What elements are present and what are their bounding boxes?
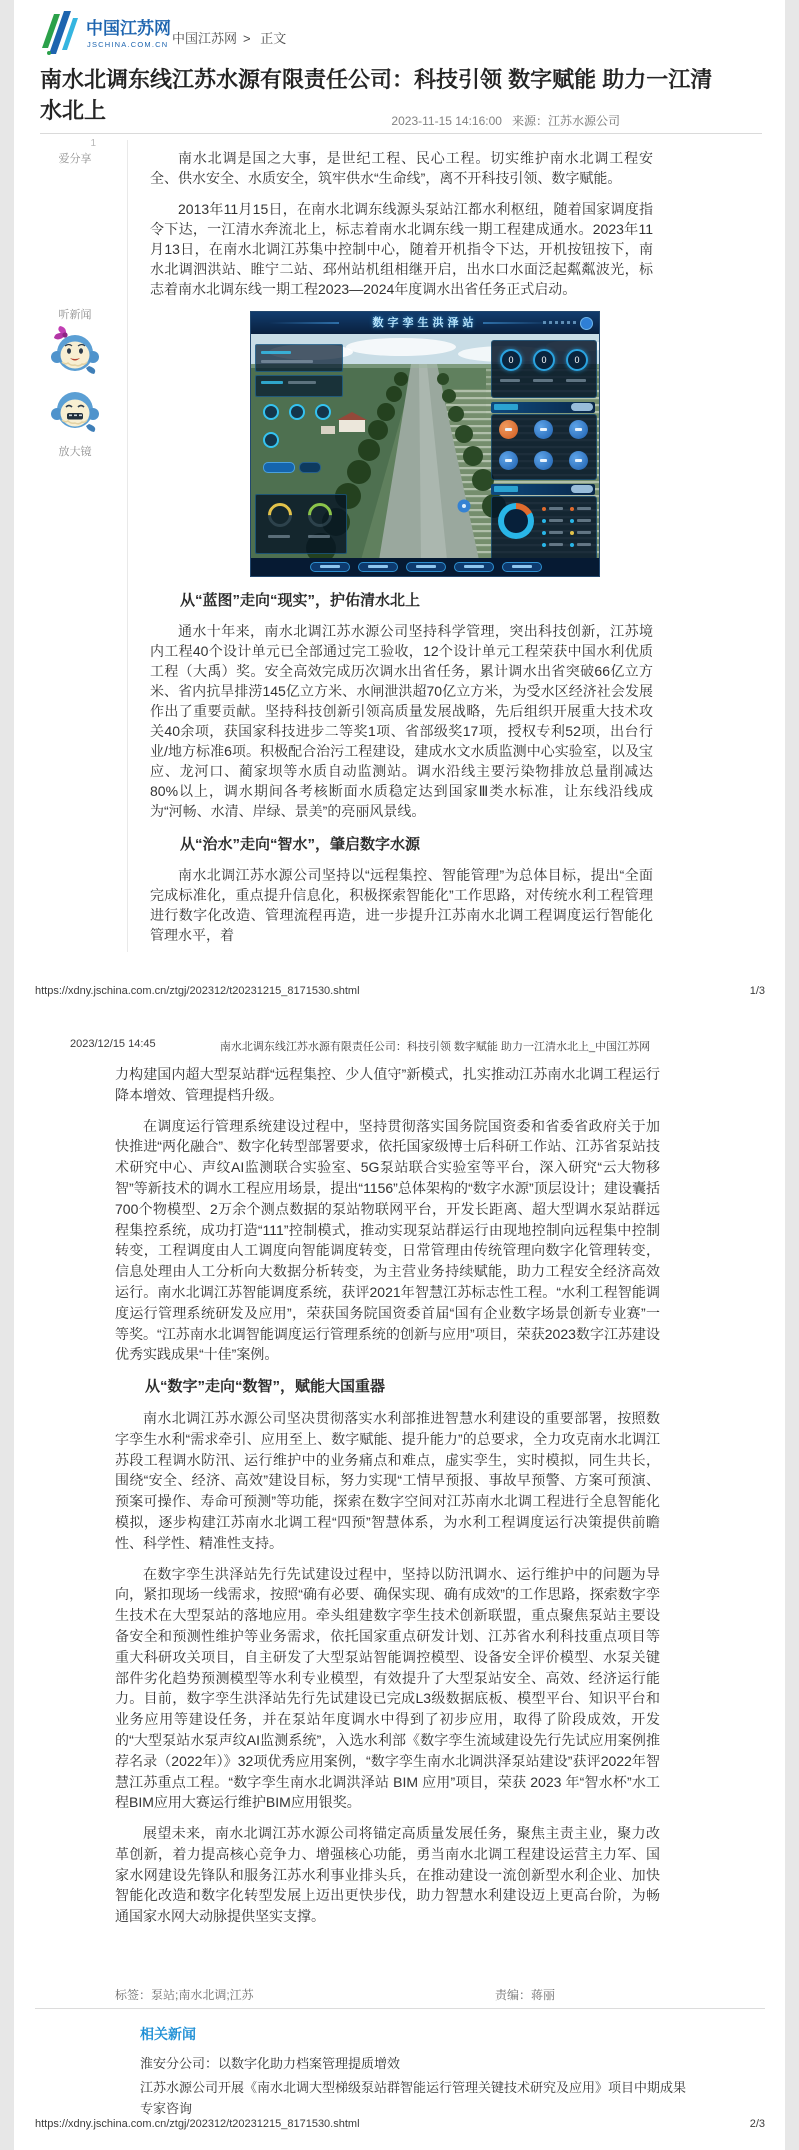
paragraph: 南水北调江苏水源公司坚决贯彻落实水利部推进智慧水利建设的重要部署，按照数字孪生水利“需求牵引、应用至上、数字赋能、提升能力”的总要求，全力攻克南水北调江苏段工程调水防汛、运行维护中的业务痛点和难点，虚实孪生，实时模拟，同生共长，围绕“安全、经济、高效”建设目标，努力实现“工情早预报、事故早预警、方案可预演、预案可操作、寿命可预测”等功能，探索在数字空间对江苏南水北调工程进行全息智能化模拟，逐步构建江苏南水北调工程“四预”智慧体系，为水利工程调度运行决策提供前瞻性、科学性、精准性支持。 (115, 1409, 660, 1551)
related-news-link[interactable]: 江苏水源公司开展《南水北调大型梯级泵站群智能运行管理关键技术研究及应用》项目中期成果专家咨询 (140, 2079, 687, 2116)
sidebar-divider (127, 140, 128, 952)
magnifier-label[interactable]: 放大镜 (58, 446, 92, 458)
paragraph: 通水十年来，南水北调江苏水源公司坚持科学管理，突出科技创新，江苏境内工程40个设计单元已全部通过完工验收，12个设计单元工程荣获中国水利优质工程（大禹）奖。安全高效完成历次调水出省任务，累计调水出省突破66亿立方米、省内抗旱排涝145亿立方米、水闸泄洪超70亿立方米，为受水区经济社会发展作出了重要贡献。坚持科技创新引领高质量发展战略，先后组织开展重大技术攻关40余项，获国家科技进步二等奖1项、省部级奖17项，授权专利52项，出台行业/地方标准6项。积极配合治污工程建设，建成水文水质监测中心实验室，以及宝应、龙河口、蔺家坝等水质自动监测站。调水沿线主要污染物排放总量削减达80%以上，调水期间各考核断面水质稳定达到国家Ⅲ类水标准，让东线沿线成为“河畅、水清、岸绿、景美”的亮丽风景线。 (150, 623, 653, 819)
header-divider (40, 133, 762, 134)
duty-status-panel (491, 414, 597, 480)
nav-tab (502, 562, 542, 572)
editor-credit: 责编：蒋丽 (495, 1988, 556, 2002)
section-heading: 从“蓝图”走向“现实”，护佑清水北上 (180, 592, 421, 609)
footer-url: https://xdny.jschina.com.cn/ztgj/202312/t20231215_8171530.shtml (35, 2118, 360, 2130)
stat-tile (255, 375, 343, 397)
article-source: 来源：江苏水源公司 (511, 114, 620, 128)
header-status-text (543, 321, 577, 324)
paragraph: 展望未来，南水北调江苏水源公司将锚定高质量发展任务，聚焦主责主业，聚力改革创新，着力提高核心竞争力、增强核心功能，勇当南水北调工程建设运营主力军、国家水网建设先锋队和服务江苏水利事业排头兵，在推动建设一流创新型水利企业、加快智能化改造和数字化转型发展上迈出更快步伐，助力智慧水利建设迈上更高台阶，为畅通国家水网大动脉提供坚实支撑。 (115, 1825, 660, 1925)
dashboard-header (251, 312, 599, 334)
listen-news-label[interactable]: 听新闻 (58, 309, 92, 321)
breadcrumb (172, 28, 292, 47)
print-header-datetime: 2023/12/15 14:45 (70, 1038, 156, 1050)
accessibility-widgets (42, 302, 108, 463)
digital-twin-dashboard-image (250, 311, 600, 577)
status-circle (569, 420, 588, 439)
magnifier-mascot-icon[interactable] (51, 384, 99, 434)
section-heading: 从“数字”走向“数智”，赋能大国重器 (145, 1378, 386, 1396)
share-widget[interactable] (44, 138, 106, 166)
section-heading: 从“治水”走向“智水”，肇启数字水源 (180, 836, 421, 853)
alarm-summary-panel (491, 340, 597, 398)
ring-gauge: 0 (500, 349, 522, 371)
site-name: 中国江苏网 (86, 19, 171, 38)
station-icon (315, 404, 331, 420)
listen-news-mascot-icon[interactable] (51, 326, 99, 376)
panel-more-button (571, 403, 593, 411)
dashboard-nav-bar (251, 558, 600, 576)
related-news-title: 相关新闻 (140, 2026, 196, 2042)
print-header-title: 南水北调东线江苏水源有限责任公司：科技引领 数字赋能 助力一江清水北上_中国江苏网 (219, 1041, 651, 1053)
donut-chart (498, 503, 534, 539)
related-news-section (140, 2024, 688, 2122)
ring-gauge: 0 (533, 349, 555, 371)
nav-tab (310, 562, 350, 572)
paragraph: 在数字孪生洪泽站先行先试建设过程中，坚持以防汛调水、运行维护中的问题为导向，紧扣现场一线需求，按照“确有必要、确保实现、确有成效”的工作思路，探索数字孪生技术在大型泵站的落地应用。牵头组建数字孪生技术创新联盟，重点聚焦泵站主要设备安全和预测性维护等业务需求，依托国家重点研发计划、江苏省水利科技重点项目等重大科研攻关项目，自主研发了大型泵站智能调控模型、设备安全评价模型、水泵关键部件劣化趋势预测模型等水利专业模型，有效提升了大型泵站安全、高效、经济运行能力。目前，数字孪生洪泽站先行先试建设已完成L3级数据底板、模型平台、知识平台和业务应用等建设任务，并在泵站年度调水中得到了初步应用，取得了阶段成效，开发的“大型泵站水泵声纹AI监测系统”，入选水利部《数字孪生流域建设先行先试应用案例推荐名录（2022年）》32项优秀应用案例，“数字孪生南水北调洪泽泵站建设”获评2022年智慧江苏重点工程。“数字孪生南水北调洪泽站 BIM 应用”项目，荣获 2023 年“智水杯”水工程BIM应用大赛运行维护BIM应用银奖。 (115, 1565, 660, 1811)
article-body-page1 (150, 148, 653, 956)
level-gauge-icon (303, 498, 337, 532)
status-circle (534, 451, 553, 470)
share-count-badge: 1 (90, 138, 96, 149)
share-label: 爱分享 (58, 153, 92, 165)
user-avatar-icon (580, 317, 593, 330)
tags-divider (35, 2008, 765, 2009)
page-title: 南水北调东线江苏水源有限责任公司：科技引领 数字赋能 助力一江清水北上 (40, 67, 713, 123)
nav-tab (358, 562, 398, 572)
breadcrumb-separator: > (243, 31, 251, 46)
header-ornament (269, 322, 339, 324)
dashboard-left-panel (255, 344, 343, 558)
print-footer-page2 (35, 2118, 765, 2130)
station-icon (263, 432, 279, 448)
ring-gauge: 0 (566, 349, 588, 371)
panel-header-bar (491, 402, 595, 413)
flow-gauge-icon (263, 498, 297, 532)
publish-datetime: 2023-11-15 14:16:00 (391, 114, 502, 128)
article-body-page2 (115, 1064, 660, 1937)
panel-button (263, 462, 295, 473)
stat-tile (255, 344, 343, 372)
article-tags: 标签：泵站;南水北调;江苏 (115, 1988, 254, 2002)
status-circle (534, 420, 553, 439)
article-image (250, 311, 600, 577)
dashboard-right-panel (491, 340, 595, 560)
print-footer-page1 (35, 985, 765, 997)
paragraph: 力构建国内超大型泵站群“远程集控、少人值守”新模式，扎实推动江苏南水北调工程运行降本增效、管理提档升级。 (115, 1066, 660, 1103)
status-circle (499, 451, 518, 470)
panel-more-button (571, 485, 593, 493)
dashboard-title: 数字孪生洪泽站 (372, 317, 478, 329)
breadcrumb-current: 正文 (260, 31, 287, 46)
nav-tab (454, 562, 494, 572)
paragraph: 南水北调是国之大事，是世纪工程、民心工程。切实维护南水北调工程安全、供水安全、水质安全，筑牢供水“生命线”，离不开科技引领、数字赋能。 (150, 150, 653, 186)
nav-tab (406, 562, 446, 572)
footer-url: https://xdny.jschina.com.cn/ztgj/202312/t20231215_8171530.shtml (35, 985, 360, 997)
monitor-chart-panel (491, 496, 597, 562)
paragraph: 2013年11月15日，在南水北调东线源头泵站江都水利枢纽，随着国家调度指令下达，一江清水奔流北上，标志着南水北调东线一期工程建成通水。2023年11月13日，在南水北调江苏集中控制中心，随着开机指令下达，开机按钮按下，南水北调泗洪站、睢宁二站、邳州站机组相继开启，出水口水面泛起粼粼波光，标志着南水北调东线一期工程2023—2024年度调水出省任务正式启动。 (150, 201, 653, 297)
related-news-link[interactable]: 淮安分公司：以数字化助力档案管理提质增效 (140, 2056, 401, 2071)
site-domain: JSCHINA.COM.CN (87, 40, 169, 49)
panel-button (299, 462, 321, 473)
status-circle-orange (499, 420, 518, 439)
paragraph: 南水北调江苏水源公司坚持以“远程集控、智能管理”为总体目标，提出“全面完成标准化，重点提升信息化，积极探索智能化”工作思路，对传统水利工程管理进行数字化改造、管理流程再造，进一步提升江苏南水北调工程调度运行智能化管理水平，着 (150, 867, 653, 943)
breadcrumb-site-link[interactable]: 中国江苏网 (172, 31, 238, 46)
station-icon (289, 404, 305, 420)
page-number: 1/3 (749, 985, 765, 997)
status-circle (569, 451, 588, 470)
page-number: 2/3 (749, 2118, 765, 2130)
article-meta (40, 112, 620, 129)
station-icon (263, 404, 279, 420)
panel-header-bar (491, 484, 595, 495)
paragraph: 在调度运行管理系统建设过程中，坚持贯彻落实国务院国资委和省委省政府关于加快推进“两化融合”、数字化转型部署要求，依托国家级博士后科研工作站、江苏省泵站技术研究中心、声纹AI监测联合实验室、5G泵站联合实验室等平台，深入研究“云大物移智”等新技术的调水工程应用场景，提出“1156”总体架构的“数字水源”顶层设计；建设囊括700个物模型、2万余个测点数据的泵站物联网平台，开发长距离、超大型调水泵站群远程集控系统，成功打造“111”控制模式，推动实现泵站群运行由现地控制向远程集中控制转变，工程调度由人工调度向智能调度转变，日常管理由传统管理向数字化管理转变，信息处理由人工分析向大数据分析转变，为主营业务持续赋能，助力工程安全经济高效运行。南水北调江苏智能调度系统，获评2021年智慧江苏标志性工程。“水利工程智能调度运行管理系统研发及应用”，荣获国务院国资委首届“国有企业数字场景创新专业赛”一等奖。“江苏南水北调智能调度运行管理系统的创新与应用”项目，荣获2023数字江苏建设优秀实践成果“十佳”案例。 (115, 1117, 660, 1363)
gauge-tile (255, 494, 347, 554)
